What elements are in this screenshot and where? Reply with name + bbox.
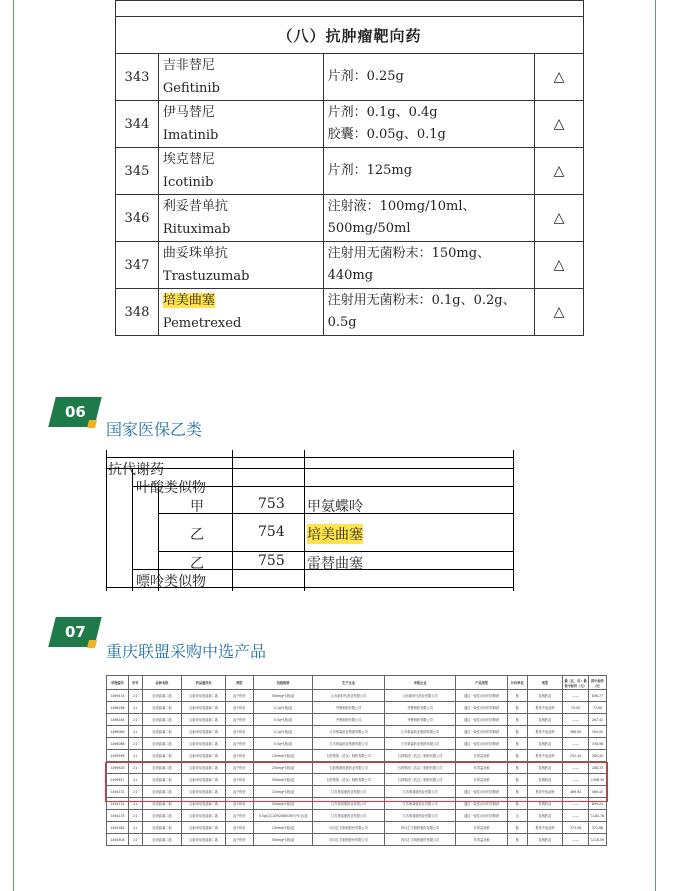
column-header: 包装规格 (253, 676, 313, 690)
procurement-cell: 1494131 (107, 798, 129, 810)
drug-name-en: Rituximab (162, 222, 231, 237)
drug-row (116, 289, 584, 336)
procurement-cell: 1496089 (107, 726, 129, 738)
procurement-cell: 292.44 (563, 750, 589, 762)
procurement-cell: 1118.59 (588, 834, 606, 846)
procurement-cell: 21 (128, 798, 142, 810)
drug-spec-line: 注射液：100mg/10ml、500mg/50ml (327, 199, 476, 236)
procurement-cell: 1499628 (107, 762, 129, 774)
procurement-row (107, 822, 607, 834)
procurement-cell: 21 (128, 774, 142, 786)
procurement-cell: 469.45 (588, 786, 606, 798)
procurement-cell: 培美曲塞二钠 (142, 714, 182, 726)
procurement-cell: 21 (128, 726, 142, 738)
procurement-cell: 通过一致性评价的仿制药 (456, 810, 508, 822)
drug-row (116, 195, 584, 242)
row-grade: 甲 (190, 499, 204, 515)
procurement-cell: 371.68 (588, 822, 606, 834)
procurement-cell: 通过一致性评价的仿制药 (456, 702, 508, 714)
drug-spec-cell (323, 242, 535, 289)
column-header: 产品类型 (456, 676, 508, 690)
procurement-cell: 瓶 (507, 774, 527, 786)
column-header: 序号 (128, 676, 142, 690)
row-number: 753 (258, 496, 285, 512)
drug-spec-line: 注射用无菌粉末：0.1g、0.2g、0.5g (327, 293, 516, 330)
procurement-row (107, 810, 607, 822)
procurement-cell: 集采中选品种 (527, 702, 563, 714)
page-border-right (655, 0, 656, 891)
procurement-cell: 267.41 (588, 714, 606, 726)
procurement-cell: 石药集团（武汉）制药有限公司 (384, 762, 455, 774)
drug-name-cell (158, 148, 323, 195)
row-number: 755 (258, 553, 285, 569)
drug-name-cn: 培美曲塞 (162, 293, 215, 308)
procurement-cell: 江苏奥赛康药业有限公司 (313, 798, 384, 810)
drug-methotrexate: 甲氨蝶呤 (307, 499, 363, 515)
procurement-cell: 挂网药品 (527, 774, 563, 786)
drug-spec-line: 胶囊：0.05g、0.1g (327, 127, 446, 142)
procurement-cell: 支 (507, 810, 527, 822)
procurement-cell: 挂网药品 (527, 834, 563, 846)
procurement-cell: 四川汇宇制药股份有限公司 (313, 822, 384, 834)
procurement-cell: —— (563, 798, 589, 810)
procurement-cell: 1494384 (107, 822, 129, 834)
procurement-cell: 注射用培美曲塞二钠 (182, 798, 226, 810)
procurement-cell: 挂网药品 (527, 798, 563, 810)
procurement-cell: 江苏豪森药业集团有限公司 (384, 726, 455, 738)
drug-spec-cell (323, 101, 535, 148)
procurement-cell: 21 (128, 750, 142, 762)
drug-name-en: Gefitinib (162, 81, 220, 96)
drug-spec-line: 注射用无菌粉末：150mg、440mg (327, 246, 491, 283)
procurement-cell: 挂网药品 (527, 762, 563, 774)
drug-row (116, 148, 584, 195)
procurement-row (107, 834, 607, 846)
column-header: 最（区、市）最低中标价（元） (563, 676, 589, 690)
procurement-cell: 培美曲塞二钠 (142, 798, 182, 810)
drug-name-en: Imatinib (162, 128, 219, 143)
drug-row (116, 101, 584, 148)
procurement-cell: 338.98 (588, 738, 606, 750)
procurement-cell: 挂网药品 (527, 690, 563, 702)
procurement-cell: 21 (128, 762, 142, 774)
cut-off-row (116, 1, 584, 17)
procurement-cell: 500mg*1瓶/盒 (253, 690, 313, 702)
procurement-row (107, 750, 607, 762)
drug-spec-line: 片剂：0.25g (327, 69, 404, 84)
drug-name-en: Pemetrexed (162, 316, 242, 331)
procurement-cell: 21 (128, 738, 142, 750)
procurement-cell: 1498164 (107, 714, 129, 726)
procurement-cell: 冻干粉针 (225, 810, 253, 822)
procurement-cell: 注射用培美曲塞二钠 (182, 774, 226, 786)
procurement-cell: 1398.39 (588, 774, 606, 786)
procurement-cell: 瓶 (507, 738, 527, 750)
procurement-cell: 冻干粉针 (225, 714, 253, 726)
procurement-cell: 江苏奥赛康药业有限公司 (313, 786, 384, 798)
drug-row (116, 54, 584, 101)
procurement-cell: 注射用培美曲塞二钠 (182, 786, 226, 798)
table-category-header: （八）抗肿瘤靶向药 (116, 17, 584, 54)
procurement-cell: —— (563, 762, 589, 774)
procurement-cell: 注射用培美曲塞二钠 (182, 762, 226, 774)
drug-name-cell (158, 54, 323, 101)
procurement-cell: 齐鲁制药有限公司 (313, 714, 384, 726)
drug-raltitrexed: 雷替曲塞 (307, 556, 363, 572)
procurement-cell: 469.92 (563, 786, 589, 798)
procurement-cell: 冻干粉针 (225, 834, 253, 846)
procurement-cell: 300.00 (588, 726, 606, 738)
procurement-cell: 山东新时代药业有限公司 (313, 690, 384, 702)
procurement-cell: 冻干粉针 (225, 726, 253, 738)
procurement-cell: 石药集团（武汉）制药有限公司 (384, 750, 455, 762)
column-header: 品种名称 (142, 676, 182, 690)
insurance-category-excerpt (106, 450, 514, 591)
procurement-cell: 74.00 (563, 702, 589, 714)
drug-name-en: Icotinib (162, 175, 214, 190)
procurement-cell: 1184.78 (588, 810, 606, 822)
drug-mark: △ (535, 54, 584, 101)
page-border-left (13, 0, 14, 891)
procurement-cell: 注射用培美曲塞二钠 (182, 810, 226, 822)
procurement-cell: 江苏豪森药业集团有限公司 (313, 738, 384, 750)
procurement-cell: 注射用培美曲塞二钠 (182, 750, 226, 762)
procurement-cell: 集采中选品种 (527, 726, 563, 738)
drug-number: 346 (116, 195, 159, 242)
procurement-cell: 200mg*1瓶/盒 (253, 762, 313, 774)
procurement-cell: 培美曲塞二钠 (142, 822, 182, 834)
procurement-row (107, 738, 607, 750)
procurement-row (107, 726, 607, 738)
drug-name-cn: 吉非替尼 (162, 58, 215, 73)
procurement-cell: 1494132 (107, 786, 129, 798)
row-grade: 乙 (190, 556, 204, 572)
procurement-cell: 通过一致性评价的仿制药 (456, 786, 508, 798)
drug-spec-cell (323, 195, 535, 242)
procurement-cell: 100mg*1瓶/盒 (253, 822, 313, 834)
drug-spec-cell (323, 54, 535, 101)
procurement-cell: 挂网药品 (527, 714, 563, 726)
procurement-cell: 瓶 (507, 690, 527, 702)
targeted-drug-table (115, 0, 584, 336)
procurement-cell: 江苏豪森药业集团有限公司 (384, 738, 455, 750)
procurement-cell: 0.1g*1瓶/盒 (253, 726, 313, 738)
procurement-cell: 21 (128, 810, 142, 822)
procurement-cell: 通过一致性评价的仿制药 (456, 726, 508, 738)
procurement-cell: 373.08 (563, 822, 589, 834)
drug-name-cn: 伊马替尼 (162, 105, 215, 120)
procurement-cell: 集采中选品种 (527, 822, 563, 834)
section-07-badge: 07 (48, 617, 101, 647)
procurement-cell: 集采中选品种 (527, 786, 563, 798)
procurement-cell: 培美曲塞二钠 (142, 834, 182, 846)
procurement-cell: 培美曲塞二钠 (142, 750, 182, 762)
procurement-cell: 冻干粉针 (225, 702, 253, 714)
procurement-cell: 江苏奥赛康药业有限公司 (384, 786, 455, 798)
drug-mark: △ (535, 289, 584, 336)
procurement-cell: 瓶 (507, 786, 527, 798)
procurement-cell: 注射用培美曲塞二钠 (182, 834, 226, 846)
procurement-cell: 江苏奥赛康药业有限公司 (313, 810, 384, 822)
procurement-cell: 21 (128, 714, 142, 726)
drug-pemetrexed-highlight: 培美曲塞 (307, 524, 363, 544)
drug-number: 345 (116, 148, 159, 195)
procurement-cell: 通过一致性评价的仿制药 (456, 798, 508, 810)
drug-row (116, 242, 584, 289)
section-07-title: 重庆联盟采购中选产品 (106, 642, 267, 661)
procurement-cell: 1499617 (107, 774, 129, 786)
procurement-cell: 冻干粉针 (225, 786, 253, 798)
drug-spec-line: 片剂：0.1g、0.4g (327, 105, 438, 120)
procurement-cell: 瓶 (507, 702, 527, 714)
subcategory-purine-analog: 嘌呤类似物 (136, 574, 206, 590)
drug-number: 344 (116, 101, 159, 148)
procurement-cell: 21 (128, 834, 142, 846)
procurement-cell: 培美曲塞二钠 (142, 738, 182, 750)
procurement-cell: 瓶 (507, 822, 527, 834)
procurement-cell: 非带量品种 (456, 822, 508, 834)
procurement-cell: 1498166 (107, 702, 129, 714)
procurement-cell: 285.44 (588, 750, 606, 762)
column-header: 计价单位 (507, 676, 527, 690)
drug-mark: △ (535, 101, 584, 148)
section-06-badge: 06 (48, 397, 101, 427)
drug-name-cell (158, 101, 323, 148)
procurement-cell: 冻干粉针 (225, 762, 253, 774)
procurement-cell: 瓶 (507, 834, 527, 846)
procurement-cell: 培美曲塞二钠 (142, 702, 182, 714)
procurement-cell: 冻干粉针 (225, 822, 253, 834)
drug-number: 348 (116, 289, 159, 336)
procurement-cell: 冻干粉针 (225, 774, 253, 786)
row-grade: 乙 (190, 527, 204, 543)
procurement-cell: 江苏奥赛康药业有限公司 (384, 798, 455, 810)
procurement-cell: 瓶 (507, 714, 527, 726)
procurement-cell: 通过一致性评价的仿制药 (456, 714, 508, 726)
drug-number: 343 (116, 54, 159, 101)
procurement-cell: 非带量品种 (456, 762, 508, 774)
procurement-cell: 培美曲塞二钠 (142, 726, 182, 738)
procurement-cell: 江苏豪森药业集团有限公司 (313, 726, 384, 738)
procurement-cell: 冻干粉针 (225, 798, 253, 810)
procurement-cell: 注射用培美曲塞二钠 (182, 714, 226, 726)
procurement-cell: 0.5g*1瓶/盒 (253, 714, 313, 726)
section-07-accent (87, 640, 97, 648)
procurement-cell: 1499596 (107, 750, 129, 762)
procurement-cell: 瓶 (507, 726, 527, 738)
column-header: 剂型 (225, 676, 253, 690)
procurement-cell: —— (563, 690, 589, 702)
procurement-cell: 368.00 (563, 726, 589, 738)
procurement-cell: 注射用培美曲塞二钠 (182, 702, 226, 714)
procurement-cell: 0.1g*1瓶/盒 (253, 702, 313, 714)
column-header: 拟中标价（元） (588, 676, 606, 690)
procurement-row (107, 690, 607, 702)
procurement-cell: 挂网药品 (527, 810, 563, 822)
procurement-cell: 四川汇宇制药股份有限公司 (384, 822, 455, 834)
procurement-cell: 石药集团（武汉）制药有限公司 (313, 750, 384, 762)
procurement-cell: 100mg*1瓶/盒 (253, 786, 313, 798)
drug-mark: △ (535, 195, 584, 242)
procurement-cell: 1499474 (107, 690, 129, 702)
column-header: 药品通用名 (182, 676, 226, 690)
procurement-cell: 非带量品种 (456, 774, 508, 786)
procurement-cell: 培美曲塞二钠 (142, 774, 182, 786)
drug-name-cell (158, 195, 323, 242)
section-06-accent (87, 420, 97, 428)
row-number: 754 (258, 524, 285, 540)
section-06-title: 国家医保乙类 (106, 420, 203, 439)
procurement-cell: 四川汇宇制药股份有限公司 (313, 834, 384, 846)
procurement-cell: 冻干粉针 (225, 750, 253, 762)
procurement-row (107, 714, 607, 726)
procurement-cell: 0.5g(以C20H20N5O6计)*1支/盒 (253, 810, 313, 822)
procurement-cell: 齐鲁制药有限公司 (313, 702, 384, 714)
selected-rows-highlight-box (105, 762, 608, 802)
procurement-cell: 注射用培美曲塞二钠 (182, 690, 226, 702)
procurement-cell: —— (563, 738, 589, 750)
procurement-cell: 注射用培美曲塞二钠 (182, 738, 226, 750)
drug-name-cn: 利妥昔单抗 (162, 199, 228, 214)
procurement-cell: 899.04 (588, 798, 606, 810)
column-header: 类型 (527, 676, 563, 690)
procurement-cell: 瓶 (507, 762, 527, 774)
drug-spec-cell (323, 148, 535, 195)
procurement-cell: 集采中选品种 (527, 750, 563, 762)
procurement-cell: 冻干粉针 (225, 738, 253, 750)
procurement-cell: 288.33 (588, 762, 606, 774)
drug-name-cn: 埃克替尼 (162, 152, 215, 167)
procurement-cell: 21 (128, 702, 142, 714)
drug-name-en: Trastuzumab (162, 269, 250, 284)
procurement-cell: 江苏奥赛康药业有限公司 (384, 810, 455, 822)
procurement-cell: —— (563, 834, 589, 846)
procurement-cell: 非带量品种 (456, 834, 508, 846)
procurement-cell: 冻干粉针 (225, 690, 253, 702)
procurement-cell: 注射用培美曲塞二钠 (182, 822, 226, 834)
procurement-cell: 836.77 (588, 690, 606, 702)
procurement-cell: 培美曲塞二钠 (142, 690, 182, 702)
procurement-cell: —— (563, 714, 589, 726)
procurement-row (107, 702, 607, 714)
procurement-cell: 培美曲塞二钠 (142, 786, 182, 798)
procurement-cell: 山东新时代药业有限公司 (384, 690, 455, 702)
procurement-cell: 注射用培美曲塞二钠 (182, 726, 226, 738)
procurement-cell: 1496088 (107, 738, 129, 750)
procurement-cell: 21 (128, 786, 142, 798)
procurement-cell: 1494133 (107, 810, 129, 822)
procurement-table (106, 675, 607, 846)
procurement-cell: 100mg*1瓶/盒 (253, 750, 313, 762)
drug-name-cell (158, 242, 323, 289)
column-header: 申报编号 (107, 676, 129, 690)
drug-number: 347 (116, 242, 159, 289)
procurement-cell: 齐鲁制药有限公司 (384, 702, 455, 714)
procurement-cell: 通过一致性评价的仿制药 (456, 738, 508, 750)
column-header: 申报企业 (384, 676, 455, 690)
drug-name-cn: 曲妥珠单抗 (162, 246, 228, 261)
drug-name-cell (158, 289, 323, 336)
procurement-cell: 石药集团（武汉）制药有限公司 (313, 774, 384, 786)
procurement-cell: 0.5g*1瓶/盒 (253, 738, 313, 750)
procurement-cell: —— (563, 774, 589, 786)
procurement-cell: 瓶 (507, 798, 527, 810)
category-antimetabolite: 抗代谢药 (108, 462, 164, 478)
procurement-cell: 四川汇宇制药股份有限公司 (384, 834, 455, 846)
procurement-cell: 21 (128, 822, 142, 834)
procurement-cell: 瓶 (507, 750, 527, 762)
procurement-cell: 培美曲塞二钠 (142, 762, 182, 774)
procurement-cell: 齐鲁制药有限公司 (384, 714, 455, 726)
procurement-cell: 挂网药品 (527, 738, 563, 750)
subcategory-folate-analog: 叶酸类似物 (136, 480, 206, 496)
procurement-cell: 500mg*1瓶/盒 (253, 774, 313, 786)
procurement-cell: 非带量品种 (456, 750, 508, 762)
column-header: 生产企业 (313, 676, 384, 690)
procurement-cell: 1494504 (107, 834, 129, 846)
procurement-cell: 500mg*1瓶/盒 (253, 798, 313, 810)
procurement-cell: 73.60 (588, 702, 606, 714)
drug-spec-cell (323, 289, 535, 336)
drug-mark: △ (535, 242, 584, 289)
drug-spec-line: 片剂：125mg (327, 163, 413, 178)
procurement-cell: 石药集团欧意药业有限公司 (313, 762, 384, 774)
procurement-cell: 通过一致性评价的仿制药 (456, 690, 508, 702)
procurement-cell: 21 (128, 690, 142, 702)
procurement-cell: 500mg*1瓶/盒 (253, 834, 313, 846)
procurement-cell: 石药集团（武汉）制药有限公司 (384, 774, 455, 786)
drug-mark: △ (535, 148, 584, 195)
procurement-cell: 培美曲塞二钠 (142, 810, 182, 822)
procurement-cell: —— (563, 810, 589, 822)
